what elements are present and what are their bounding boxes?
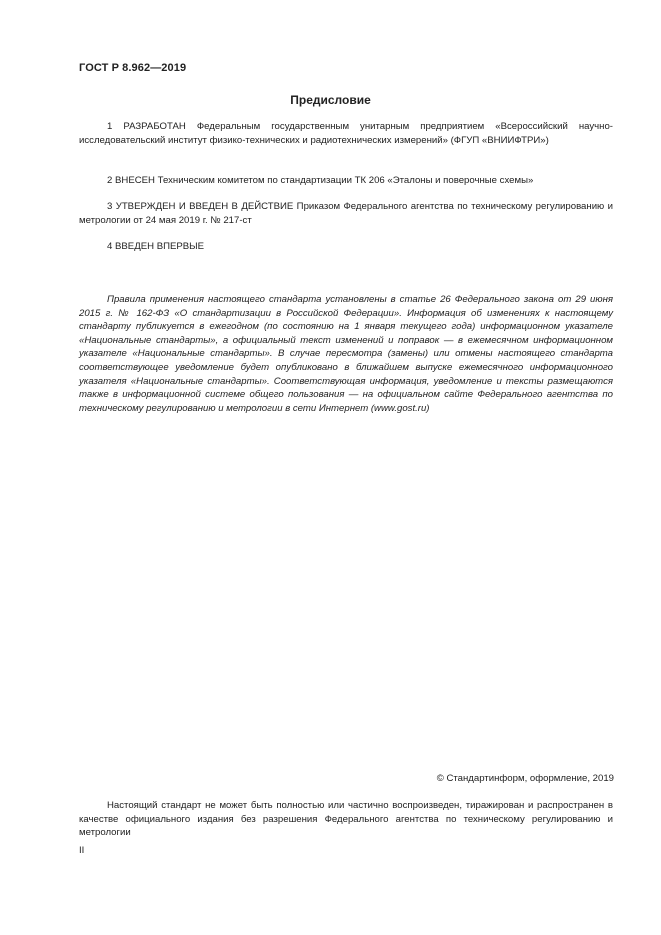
- preface-item-1: 1 РАЗРАБОТАН Федеральным государственным унитарным предприятием «Всероссийский научно-исследовательский институт физико-технических и радиотехнических измерений» (ФГУП «ВНИИФТРИ»): [79, 121, 613, 146]
- document-header: ГОСТ Р 8.962—2019: [79, 62, 187, 74]
- rules-note: Правила применения настоящего стандарта установлены в статье 26 Федерального закона от 29 июня 2015 г. № 162-ФЗ «О стандартизации в Российской Федерации». Информация об изменениях к настоящему стандарту публикуется в ежегодном (по состоянию на 1 января текущего года) информационном указателе «Национальные стандарты», а официальный текст изменений и поправок — в ежемесячном информационном указателе «Национальные стандарты». В случае пересмотра (замены) или отмены настоящего стандарта соответствующее уведомление будет опубликовано в ближайшем выпуске ежемесячного информационного указателя «Национальные стандарты». Соответствующая информация, уведомление и тексты размещаются также в информационной системе общего пользования — на официальном сайте Федерального агентства по техническому регулированию и метрологии в сети Интернет (www.gost.ru): [79, 294, 613, 414]
- copyright-line: © Стандартинформ, оформление, 2019: [436, 773, 614, 784]
- preface-item-3: 3 УТВЕРЖДЕН И ВВЕДЕН В ДЕЙСТВИЕ Приказом Федерального агентства по техническому регулированию и метрологии от 24 мая 2019 г. № 217-ст: [79, 201, 613, 226]
- reproduction-notice: Настоящий стандарт не может быть полностью или частично воспроизведен, тиражирован и распространен в качестве официального издания без разрешения Федерального агентства по техническому регулированию и метрологии: [79, 800, 613, 839]
- preface-item-2: 2 ВНЕСЕН Техническим комитетом по стандартизации ТК 206 «Эталоны и поверочные схемы»: [107, 175, 534, 186]
- preface-title: Предисловие: [290, 93, 371, 107]
- preface-item-4: 4 ВВЕДЕН ВПЕРВЫЕ: [107, 241, 205, 252]
- page-number: II: [79, 845, 85, 856]
